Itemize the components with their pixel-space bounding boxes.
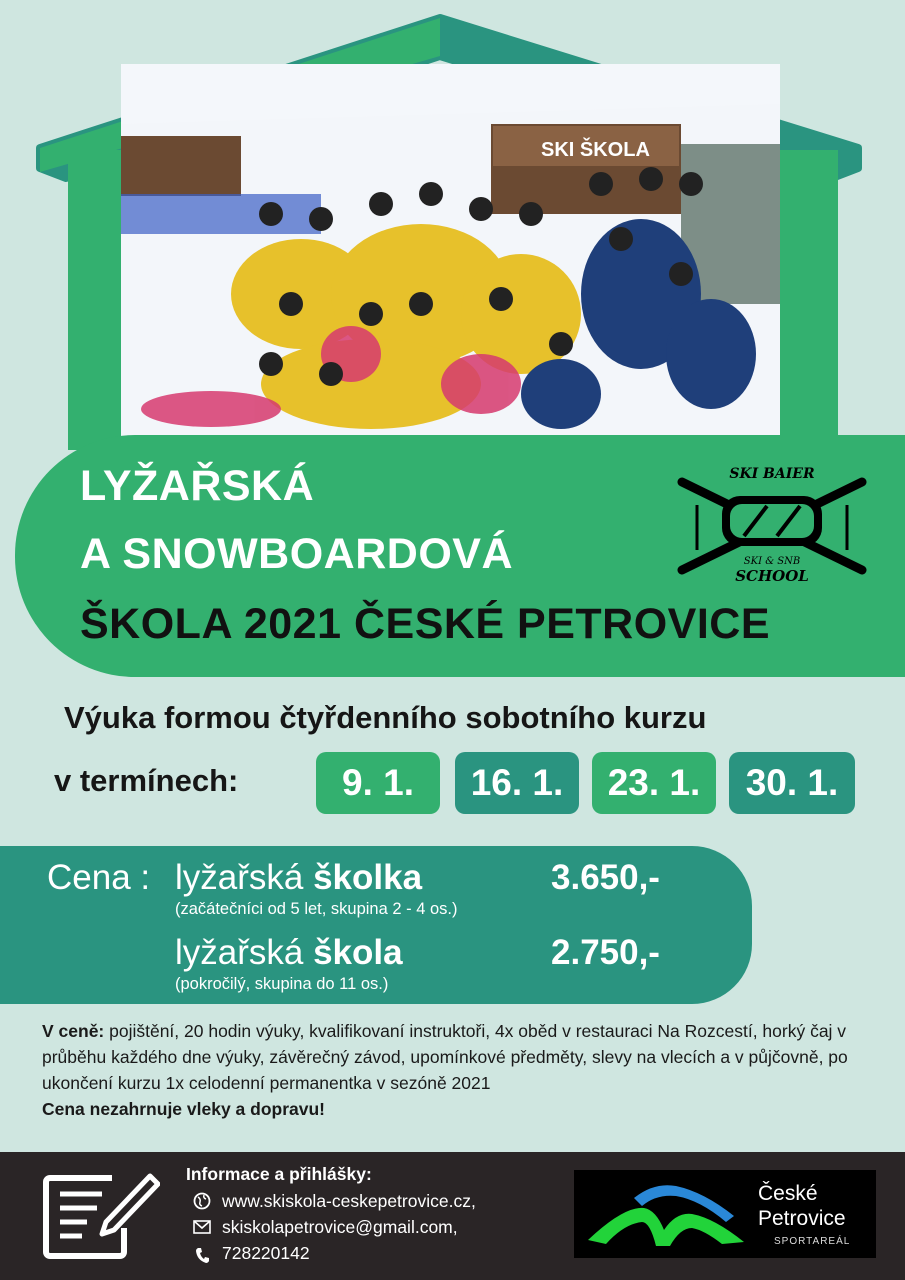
included-label: V ceně:	[42, 1021, 105, 1041]
price-item-2-prefix: lyžařská	[175, 933, 314, 972]
mountain-logo-icon	[584, 1178, 749, 1250]
price-item-2-name	[175, 933, 403, 973]
envelope-icon	[193, 1220, 211, 1234]
photo-sign: SKI ŠKOLA	[541, 139, 650, 161]
date-badge-1: 9. 1.	[316, 752, 440, 814]
price-label: Cena :	[47, 858, 151, 897]
partner-line-1: České	[758, 1182, 818, 1205]
info-heading: Informace a přihlášky:	[186, 1164, 372, 1184]
course-lead: Výuka formou čtyřdenního sobotního kurzu	[64, 700, 707, 735]
terms-label: v termínech:	[54, 763, 239, 798]
price-item-1-prefix: lyžařská	[175, 858, 314, 897]
included-note: Cena nezahrnuje vleky a dopravu!	[42, 1099, 326, 1119]
price-item-1-name	[175, 858, 422, 898]
price-item-1-note: (začátečníci od 5 let, skupina 2 - 4 os.)	[175, 900, 458, 918]
group-photo	[121, 64, 780, 436]
included-text: pojištění, 20 hodin výuky, kvalifikovaní instruktoři, 4x oběd v restauraci Na Rozcestí, horký čaj v průběhu každého dne výuky, závěrečný závod, upomínkové předměty, slevy na vlecích a v půjčovně, po ukončení kurzu 1x celodenní permanentka v sezóně 2021	[42, 1021, 848, 1093]
ski-school-logo	[672, 460, 872, 585]
info-web[interactable]: www.skiskola-ceskepetrovice.cz,	[222, 1191, 476, 1211]
info-email[interactable]: skiskolapetrovice@gmail.com,	[222, 1217, 458, 1237]
globe-icon	[193, 1192, 211, 1210]
info-phone[interactable]: 728220142	[222, 1243, 310, 1263]
included-description	[42, 1018, 872, 1122]
phone-icon	[195, 1246, 211, 1264]
title-line-3: ŠKOLA 2021 ČESKÉ PETROVICE	[80, 600, 771, 648]
price-item-1-value: 3.650,-	[551, 858, 660, 897]
logo-top-text: SKI BAIER	[729, 466, 815, 482]
date-badge-4: 30. 1.	[729, 752, 855, 814]
date-badge-3: 23. 1.	[592, 752, 716, 814]
title-line-1: LYŽAŘSKÁ	[80, 462, 315, 510]
price-item-2-value: 2.750,-	[551, 933, 660, 972]
price-band	[0, 846, 752, 1004]
document-sign-icon	[42, 1168, 160, 1260]
date-badge-2: 16. 1.	[455, 752, 579, 814]
logo-bottom-text: SCHOOL	[735, 567, 809, 585]
partner-line-3: SPORTAREÁL	[774, 1236, 851, 1247]
partner-line-2: Petrovice	[758, 1207, 846, 1230]
price-item-1-bold: školka	[313, 858, 423, 897]
ceske-petrovice-logo	[574, 1170, 876, 1258]
logo-mid-text: SKI & SNB	[743, 556, 801, 567]
price-item-2-bold: škola	[313, 933, 403, 972]
title-line-2: A SNOWBOARDOVÁ	[80, 530, 514, 578]
price-item-2-note: (pokročilý, skupina do 11 os.)	[175, 975, 389, 993]
